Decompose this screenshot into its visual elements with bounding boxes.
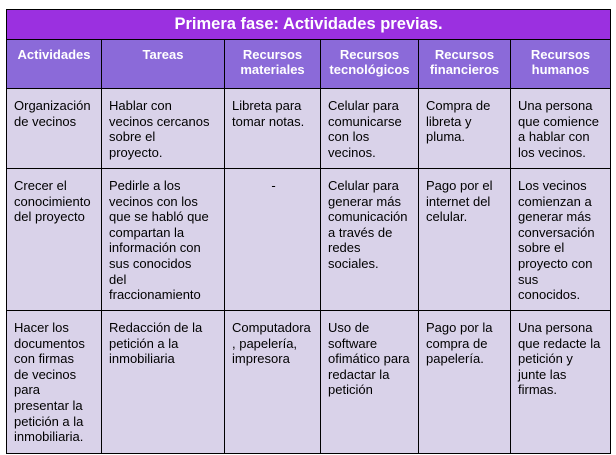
- table-row: [7, 311, 611, 454]
- cell-recurso-humano: Una persona que redacte la petición y junte las firmas.: [511, 311, 611, 454]
- cell-recurso-tecnologico: Celular para comunicarse con los vecinos.: [321, 89, 419, 169]
- header-recursos-financieros: Recursos financieros: [419, 40, 511, 89]
- cell-recurso-financiero: Pago por la compra de papelería.: [419, 311, 511, 454]
- cell-recurso-tecnologico: Celular para generar más comunicación a través de redes sociales.: [321, 169, 419, 311]
- cell-recurso-material: Libreta para tomar notas.: [225, 89, 321, 169]
- cell-recurso-humano: Una persona que comience a hablar con los vecinos.: [511, 89, 611, 169]
- table-row: [7, 169, 611, 311]
- cell-actividad: Organización de vecinos: [7, 89, 102, 169]
- cell-recurso-financiero: Pago por el internet del celular.: [419, 169, 511, 311]
- header-tareas: Tareas: [102, 40, 225, 89]
- table-header-row: [7, 40, 611, 89]
- table-row: [7, 89, 611, 169]
- cell-recurso-humano: Los vecinos comienzan a generar más conversación sobre el proyecto con sus conocidos.: [511, 169, 611, 311]
- cell-recurso-financiero: Compra de libreta y pluma.: [419, 89, 511, 169]
- header-recursos-materiales: Recursos materiales: [225, 40, 321, 89]
- cell-tarea: Redacción de la petición a la inmobiliaria: [102, 311, 225, 454]
- header-actividades: Actividades: [7, 40, 102, 89]
- cell-tarea: Hablar con vecinos cercanos sobre el proyecto.: [102, 89, 225, 169]
- cell-recurso-material: -: [225, 169, 321, 311]
- cell-tarea: Pedirle a los vecinos con los que se habló que compartan la información con sus conocidos del fraccionamiento: [102, 169, 225, 311]
- cell-recurso-material: Computadora , papelería, impresora: [225, 311, 321, 454]
- cell-actividad: Crecer el conocimiento del proyecto: [7, 169, 102, 311]
- header-recursos-humanos: Recursos humanos: [511, 40, 611, 89]
- cell-recurso-tecnologico: Uso de software ofimático para redactar la petición: [321, 311, 419, 454]
- cell-actividad: Hacer los documentos con firmas de vecinos para presentar la petición a la inmobiliaria.: [7, 311, 102, 454]
- header-recursos-tecnologicos: Recursos tecnológicos: [321, 40, 419, 89]
- table-title: Primera fase: Actividades previas.: [7, 10, 611, 40]
- activities-table: [6, 9, 611, 454]
- table-title-row: [7, 10, 611, 40]
